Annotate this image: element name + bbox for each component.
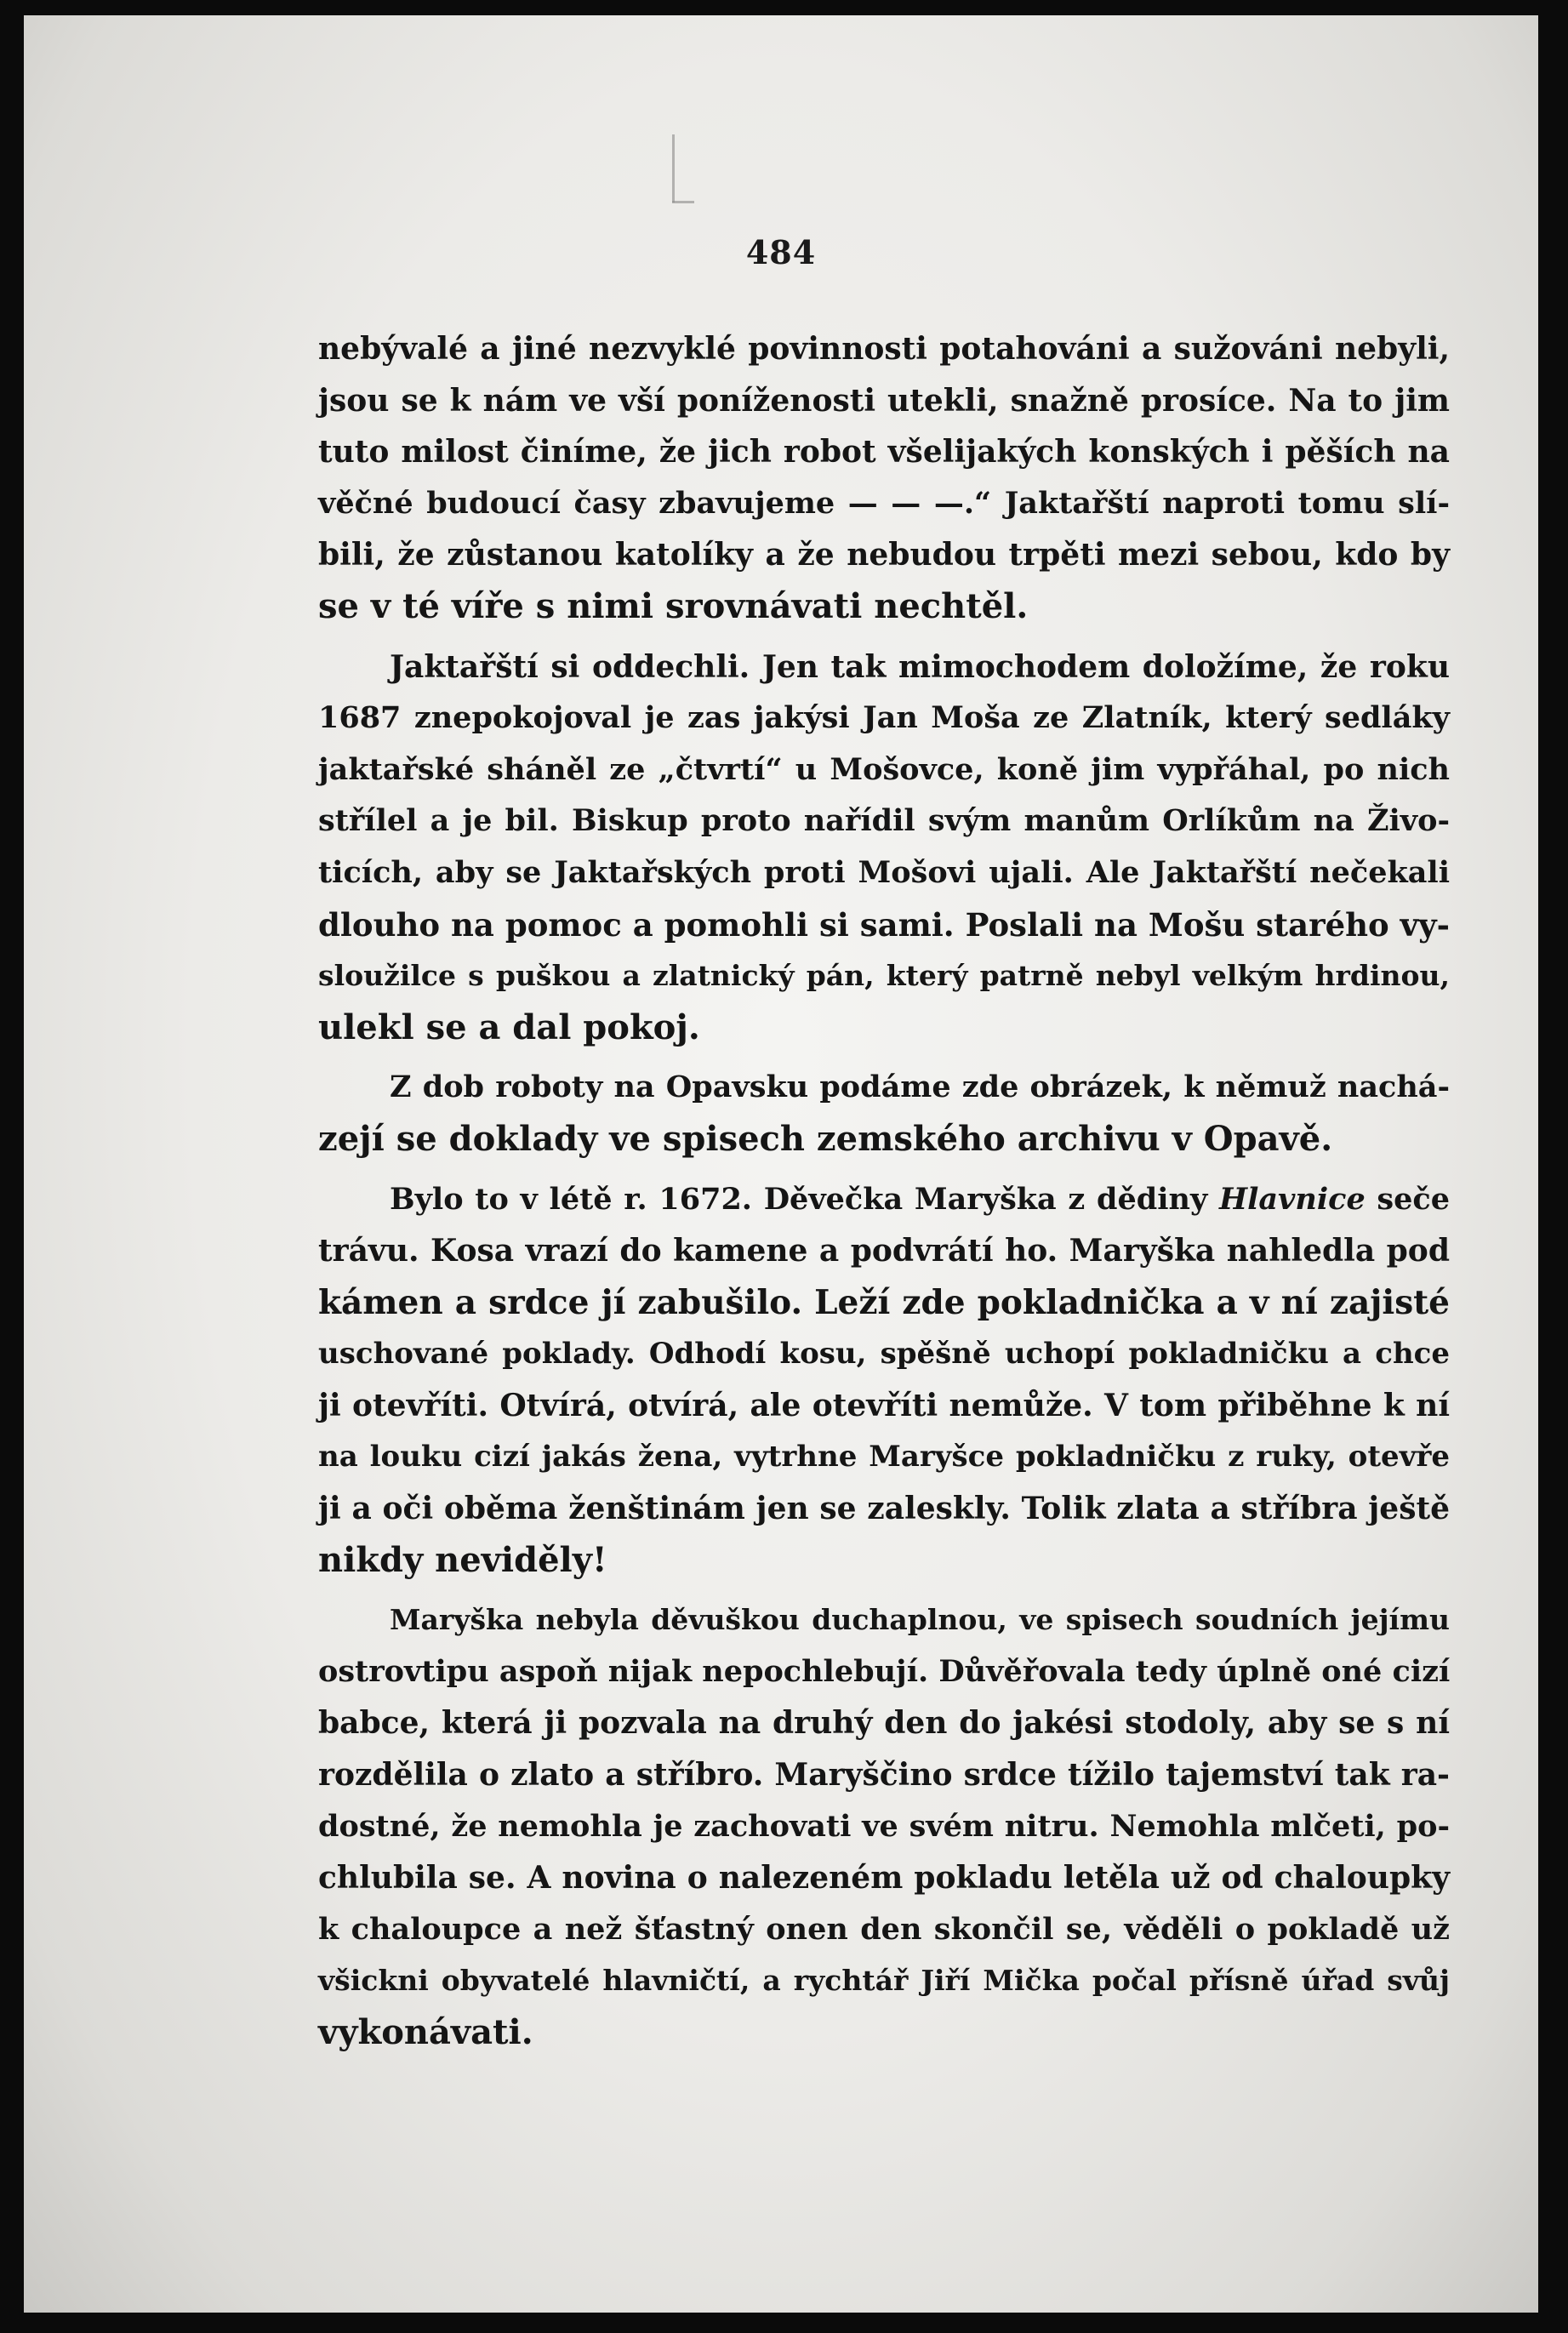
text-line: k chaloupce a než šťastný onen den skončil se, věděli o pokladě už (318, 1911, 1450, 1947)
text-line: uschované poklady. Odhodí kosu, spěšně uchopí pokladničku a chce (318, 1337, 1450, 1372)
text-line: nikdy neviděly! (318, 1539, 607, 1580)
text-line: Z dob roboty na Opavsku podáme zde obrázek, k němuž nachá- (390, 1070, 1450, 1105)
text-line: zejí se doklady ve spisech zemského archivu v Opavě. (318, 1118, 1333, 1159)
page-number: 484 (745, 233, 817, 271)
text-line: ostrovtipu aspoň nijak nepochlebují. Důvěřovala tedy úplně oné cizí (318, 1653, 1451, 1689)
text-line: tuto milost činíme, že jich robot všelijakých konských i pěších na (318, 434, 1450, 471)
text-line: na louku cizí jakás žena, vytrhne Maryšce pokladničku z ruky, otevře (318, 1440, 1450, 1475)
scan-scratch (672, 134, 675, 202)
text-line: všickni obyvatelé hlavničtí, a rychtář Jiří Mička počal přísně úřad svůj (318, 1964, 1450, 1998)
text-line: trávu. Kosa vrazí do kamene a podvrátí ho. Maryška nahledla pod (318, 1233, 1450, 1269)
text-line: jsou se k nám ve vší poníženosti utekli, snažně prosíce. Na to jim (318, 382, 1450, 419)
text-line: dlouho na pomoc a pomohli si sami. Poslali na Mošu starého vy- (318, 905, 1450, 944)
book-page (24, 15, 1538, 2313)
text-line: ji a oči oběma ženštinám jen se zaleskly. Tolik zlata a stříbra ještě (318, 1491, 1450, 1527)
text-line: Jaktařští si oddechli. Jen tak mimochodem doložíme, že roku (390, 648, 1450, 685)
text-line: dostné, že nemohla je zachovati ve svém nitru. Nemohla mlčeti, po- (318, 1808, 1450, 1844)
text-line: střílel a je bil. Biskup proto nařídil svým manům Orlíkům na Živo- (318, 803, 1450, 839)
text-line: ticích, aby se Jaktařských proti Mošovi ujali. Ale Jaktařští nečekali (318, 854, 1450, 890)
italic-place-name: Hlavnice (1219, 1181, 1366, 1217)
text-line: sloužilce s puškou a zlatnický pán, který patrně nebyl velkým hrdinou, (318, 959, 1450, 993)
text-line: se v té víře s nimi srovnávati nechtěl. (318, 585, 1029, 626)
text-line: ulekl se a dal pokoj. (318, 1007, 700, 1047)
text-line: chlubila se. A novina o nalezeném pokladu letěla už od chaloupky (318, 1860, 1450, 1897)
text-line: bili, že zůstanou katolíky a že nebudou trpěti mezi sebou, kdo by (318, 537, 1450, 573)
text-line: ji otevříti. Otvírá, otvírá, ale otevříti nemůže. V tom přiběhne k ní (318, 1387, 1450, 1423)
scan-scratch (672, 201, 694, 203)
text-line: kámen a srdce jí zabušilo. Leží zde pokladnička a v ní zajisté (318, 1282, 1450, 1322)
text-line: Bylo to v létě r. 1672. Děvečka Maryška z dědiny Hlavnice seče (390, 1181, 1450, 1217)
text-line: vykonávati. (318, 2012, 533, 2052)
text-line: jaktařské sháněl ze „čtvrtí“ u Mošovce, koně jim vypřáhal, po nich (318, 751, 1450, 787)
text-line: Maryška nebyla děvuškou duchaplnou, ve spisech soudních jejímu (390, 1603, 1450, 1637)
text-line: nebývalé a jiné nezvyklé povinnosti potahováni a sužováni nebyli, (318, 331, 1450, 367)
text-line: 1687 znepokojoval je zas jakýsi Jan Moša ze Zlatník, který sedláky (318, 700, 1450, 736)
body-text (318, 323, 1450, 2059)
text-line: rozdělila o zlato a stříbro. Maryščino srdce tížilo tajemství tak ra- (318, 1757, 1450, 1794)
text-line: babce, která ji pozvala na druhý den do jakési stodoly, aby se s ní (318, 1705, 1450, 1742)
text-line: věčné budoucí časy zbavujeme — — —.“ Jaktařští naproti tomu slí- (318, 485, 1450, 521)
